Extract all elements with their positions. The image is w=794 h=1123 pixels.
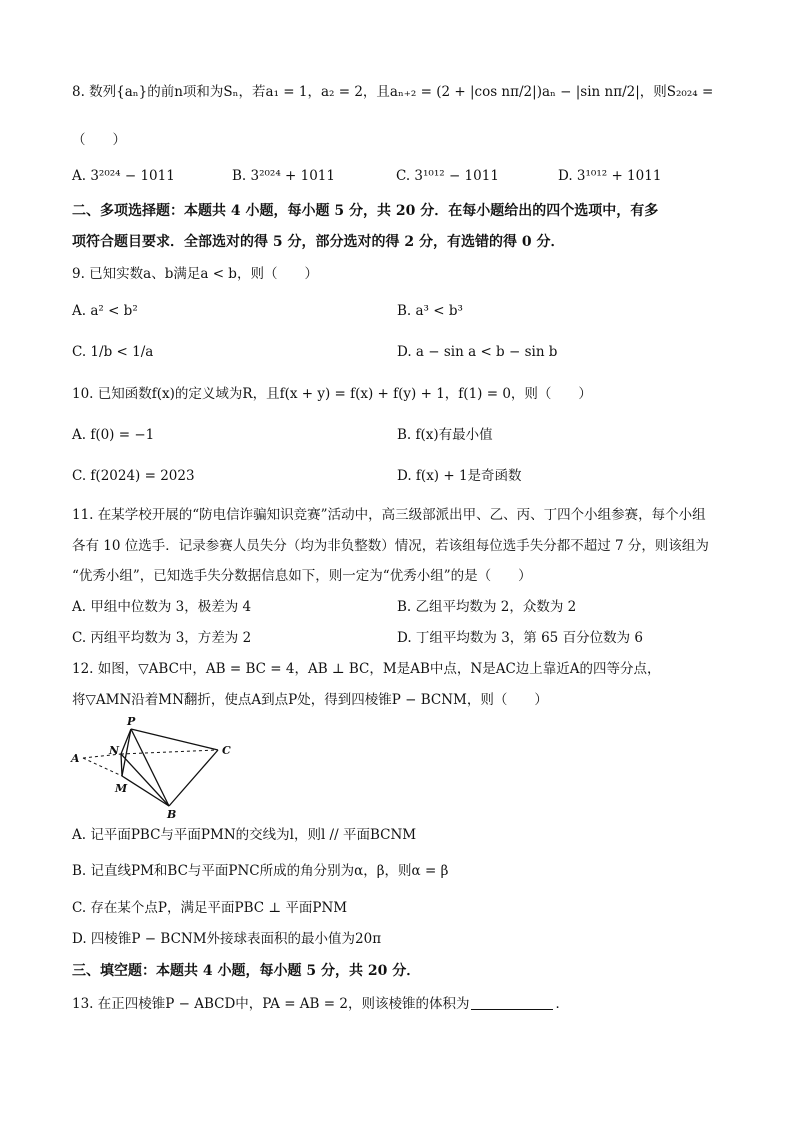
q9-option-a: A. a² < b²	[72, 303, 138, 319]
q8-option-a: A. 3²⁰²⁴ − 1011	[72, 168, 175, 184]
q11-option-d: D. 丁组平均数为 3，第 65 百分位数为 6	[397, 630, 643, 646]
label-c: C	[222, 744, 231, 757]
q8-option-c: C. 3¹⁰¹² − 1011	[396, 168, 499, 184]
label-n: N	[109, 744, 120, 757]
section2-header-line1: 二、多项选择题：本题共 4 小题，每小题 5 分，共 20 分．在每小题给出的四个选项中，有多	[72, 203, 659, 219]
q9-option-d: D. a − sin a < b − sin b	[397, 344, 558, 360]
q11-option-a: A. 甲组中位数为 3，极差为 4	[72, 599, 252, 615]
q13-stem: 13. 在正四棱锥P − ABCD中，PA = AB = 2，则该棱锥的体积为	[72, 996, 470, 1012]
section3-header: 三、填空题：本题共 4 小题，每小题 5 分，共 20 分．	[72, 963, 421, 979]
q12-line1: 12. 如图，▽ABC中，AB = BC = 4，AB ⊥ BC，M是AB中点，N是AC边上靠近A的四等分点，	[72, 661, 661, 677]
edge-pn	[121, 729, 131, 754]
pyramid-figure	[66, 714, 246, 820]
q8-answer-paren: （ ）	[72, 132, 126, 148]
label-m: M	[115, 782, 128, 795]
q12-option-d: D. 四棱锥P − BCNM外接球表面积的最小值为20π	[72, 931, 382, 947]
q12-option-a: A. 记平面PBC与平面PMN的交线为l，则l // 平面BCNM	[72, 827, 417, 843]
q9-option-c: C. 1/b < 1/a	[72, 344, 154, 360]
q11-line2: 各有 10 位选手．记录参赛人员失分（均为非负整数）情况，若该组每位选手失分都不超过 7 分，则该组为	[72, 538, 709, 554]
q13-end: ．	[555, 996, 569, 1012]
section2-header-line2: 项符合题目要求．全部选对的得 5 分，部分选对的得 2 分，有选错的得 0 分．	[72, 234, 565, 250]
q10-option-d: D. f(x) + 1是奇函数	[397, 468, 522, 484]
q9-stem: 9. 已知实数a、b满足a < b，则（ ）	[72, 266, 318, 282]
q10-option-b: B. f(x)有最小值	[397, 427, 493, 443]
q12-option-c: C. 存在某个点P，满足平面PBC ⊥ 平面PNM	[72, 900, 348, 916]
q11-option-c: C. 丙组平均数为 3，方差为 2	[72, 630, 252, 646]
q8-stem: 8. 数列{aₙ}的前n项和为Sₙ，若a₁ = 1，a₂ = 2，且aₙ₊₂ = (2 + |cos nπ/2|)aₙ − |sin nπ/2|，则S₂₀₂₄ =	[72, 84, 714, 100]
q11-line3: “优秀小组”，已知选手失分数据信息如下，则一定为“优秀小组”的是（ ）	[72, 568, 532, 584]
label-p: P	[127, 715, 136, 728]
q11-line1: 11. 在某学校开展的“防电信诈骗知识竞赛”活动中，高三级部派出甲、乙、丙、丁四个小组参赛，每个小组	[72, 507, 706, 523]
edge-nm	[121, 754, 122, 776]
q10-stem: 10. 已知函数f(x)的定义域为R，且f(x + y) = f(x) + f(y) + 1，f(1) = 0，则（ ）	[72, 386, 592, 402]
q10-option-c: C. f(2024) = 2023	[72, 468, 195, 484]
q8-option-d: D. 3¹⁰¹² + 1011	[558, 168, 662, 184]
q10-option-a: A. f(0) = −1	[72, 427, 155, 443]
dashed-nc	[121, 750, 218, 754]
label-a: A	[71, 752, 80, 765]
q12-option-b: B. 记直线PM和BC与平面PNC所成的角分别为α，β，则α = β	[72, 863, 449, 879]
q12-line2: 将▽AMN沿着MN翻折，使点A到点P处，得到四棱锥P − BCNM，则（ ）	[72, 692, 548, 708]
edge-pc	[131, 729, 218, 750]
edge-pm	[122, 729, 131, 776]
q11-option-b: B. 乙组平均数为 2，众数为 2	[397, 599, 577, 615]
q9-option-b: B. a³ < b³	[397, 303, 463, 319]
label-b: B	[167, 808, 177, 820]
dashed-am	[83, 758, 122, 776]
q8-option-b: B. 3²⁰²⁴ + 1011	[232, 168, 335, 184]
q13-answer-blank[interactable]	[471, 995, 553, 1010]
q13-line	[72, 994, 569, 1014]
edge-cb	[169, 750, 218, 806]
